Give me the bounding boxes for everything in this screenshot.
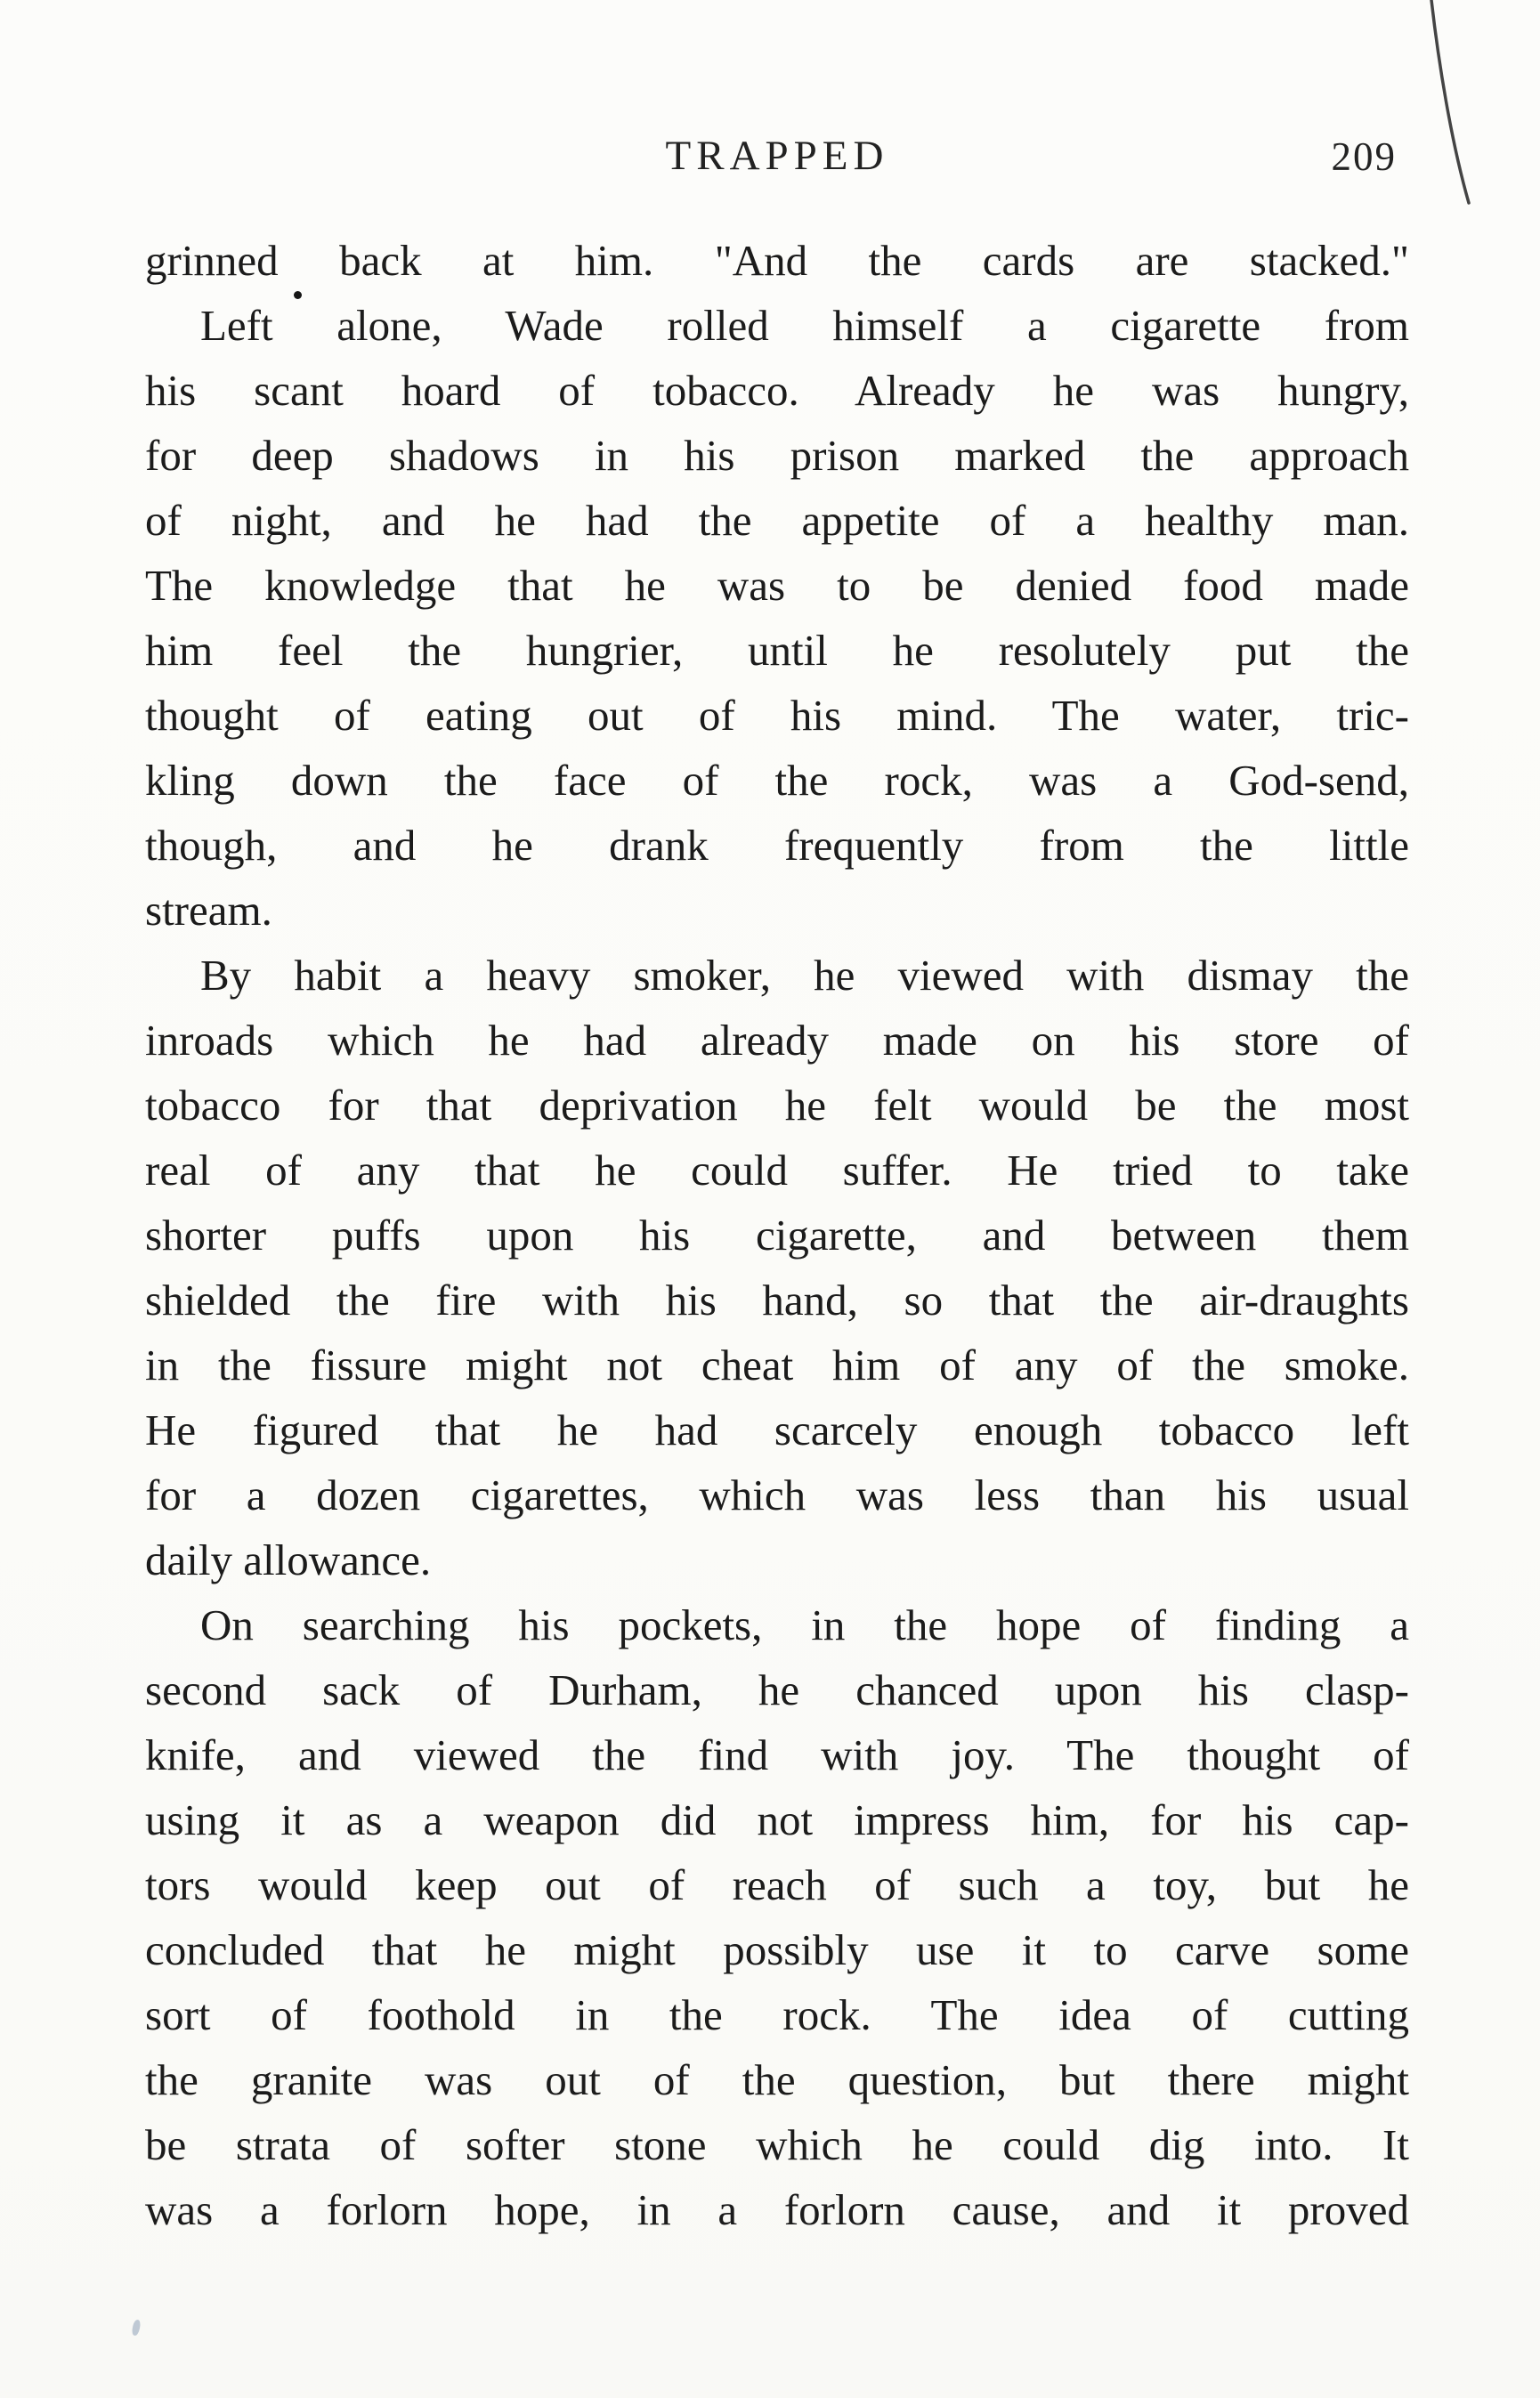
text-line: shielded the fire with his hand, so that the air-draughts [145,1276,1409,1325]
text-line: thought of eating out of his mind. The water, tric- [145,691,1409,740]
page-header [145,132,1409,196]
text-line: be strata of softer stone which he could dig into. It [145,2120,1409,2169]
text-block [145,228,1409,2242]
text-line: stream. [145,886,272,935]
ink-dot-artifact [294,291,302,299]
ink-speck-artifact [131,2319,142,2336]
text-line: though, and he drank frequently from the little [145,821,1409,870]
text-line: kling down the face of the rock, was a God-send, [145,756,1409,805]
text-line: using it as a weapon did not impress him, for his cap- [145,1795,1409,1844]
text-line: grinned back at him. "And the cards are stacked." [145,236,1409,285]
text-line: in the fissure might not cheat him of any of the smoke. [145,1341,1409,1389]
text-line: tobacco for that deprivation he felt would be the most [145,1081,1409,1130]
text-line: Left alone, Wade rolled himself a cigarette from [200,301,1409,350]
text-line: knife, and viewed the find with joy. The thought of [145,1730,1409,1779]
text-line: of night, and he had the appetite of a healthy man. [145,496,1409,545]
text-line: concluded that he might possibly use it to carve some [145,1925,1409,1974]
text-line: his scant hoard of tobacco. Already he was hungry, [145,366,1409,415]
text-line: He figured that he had scarcely enough tobacco left [145,1406,1409,1454]
text-line: By habit a heavy smoker, he viewed with dismay the [200,951,1409,1000]
text-line: inroads which he had already made on his store of [145,1016,1409,1065]
text-line: The knowledge that he was to be denied food made [145,561,1409,610]
page-title: TRAPPED [665,133,889,179]
text-line: was a forlorn hope, in a forlorn cause, and it proved [145,2185,1409,2234]
text-line: shorter puffs upon his cigarette, and between them [145,1211,1409,1260]
text-line: sort of foothold in the rock. The idea of cutting [145,1990,1409,2039]
page-number: 209 [1331,134,1397,179]
text-line: real of any that he could suffer. He tried to take [145,1146,1409,1195]
text-line: for deep shadows in his prison marked the approach [145,431,1409,480]
text-line: the granite was out of the question, but there might [145,2055,1409,2104]
text-line: for a dozen cigarettes, which was less than his usual [145,1470,1409,1519]
text-line: him feel the hungrier, until he resolutely put the [145,626,1409,675]
scan-scratch-mark [1412,0,1494,207]
text-line: tors would keep out of reach of such a toy, but he [145,1860,1409,1909]
text-line: On searching his pockets, in the hope of finding a [200,1600,1409,1649]
text-line: second sack of Durham, he chanced upon his clasp- [145,1665,1409,1714]
text-line: daily allowance. [145,1535,432,1584]
